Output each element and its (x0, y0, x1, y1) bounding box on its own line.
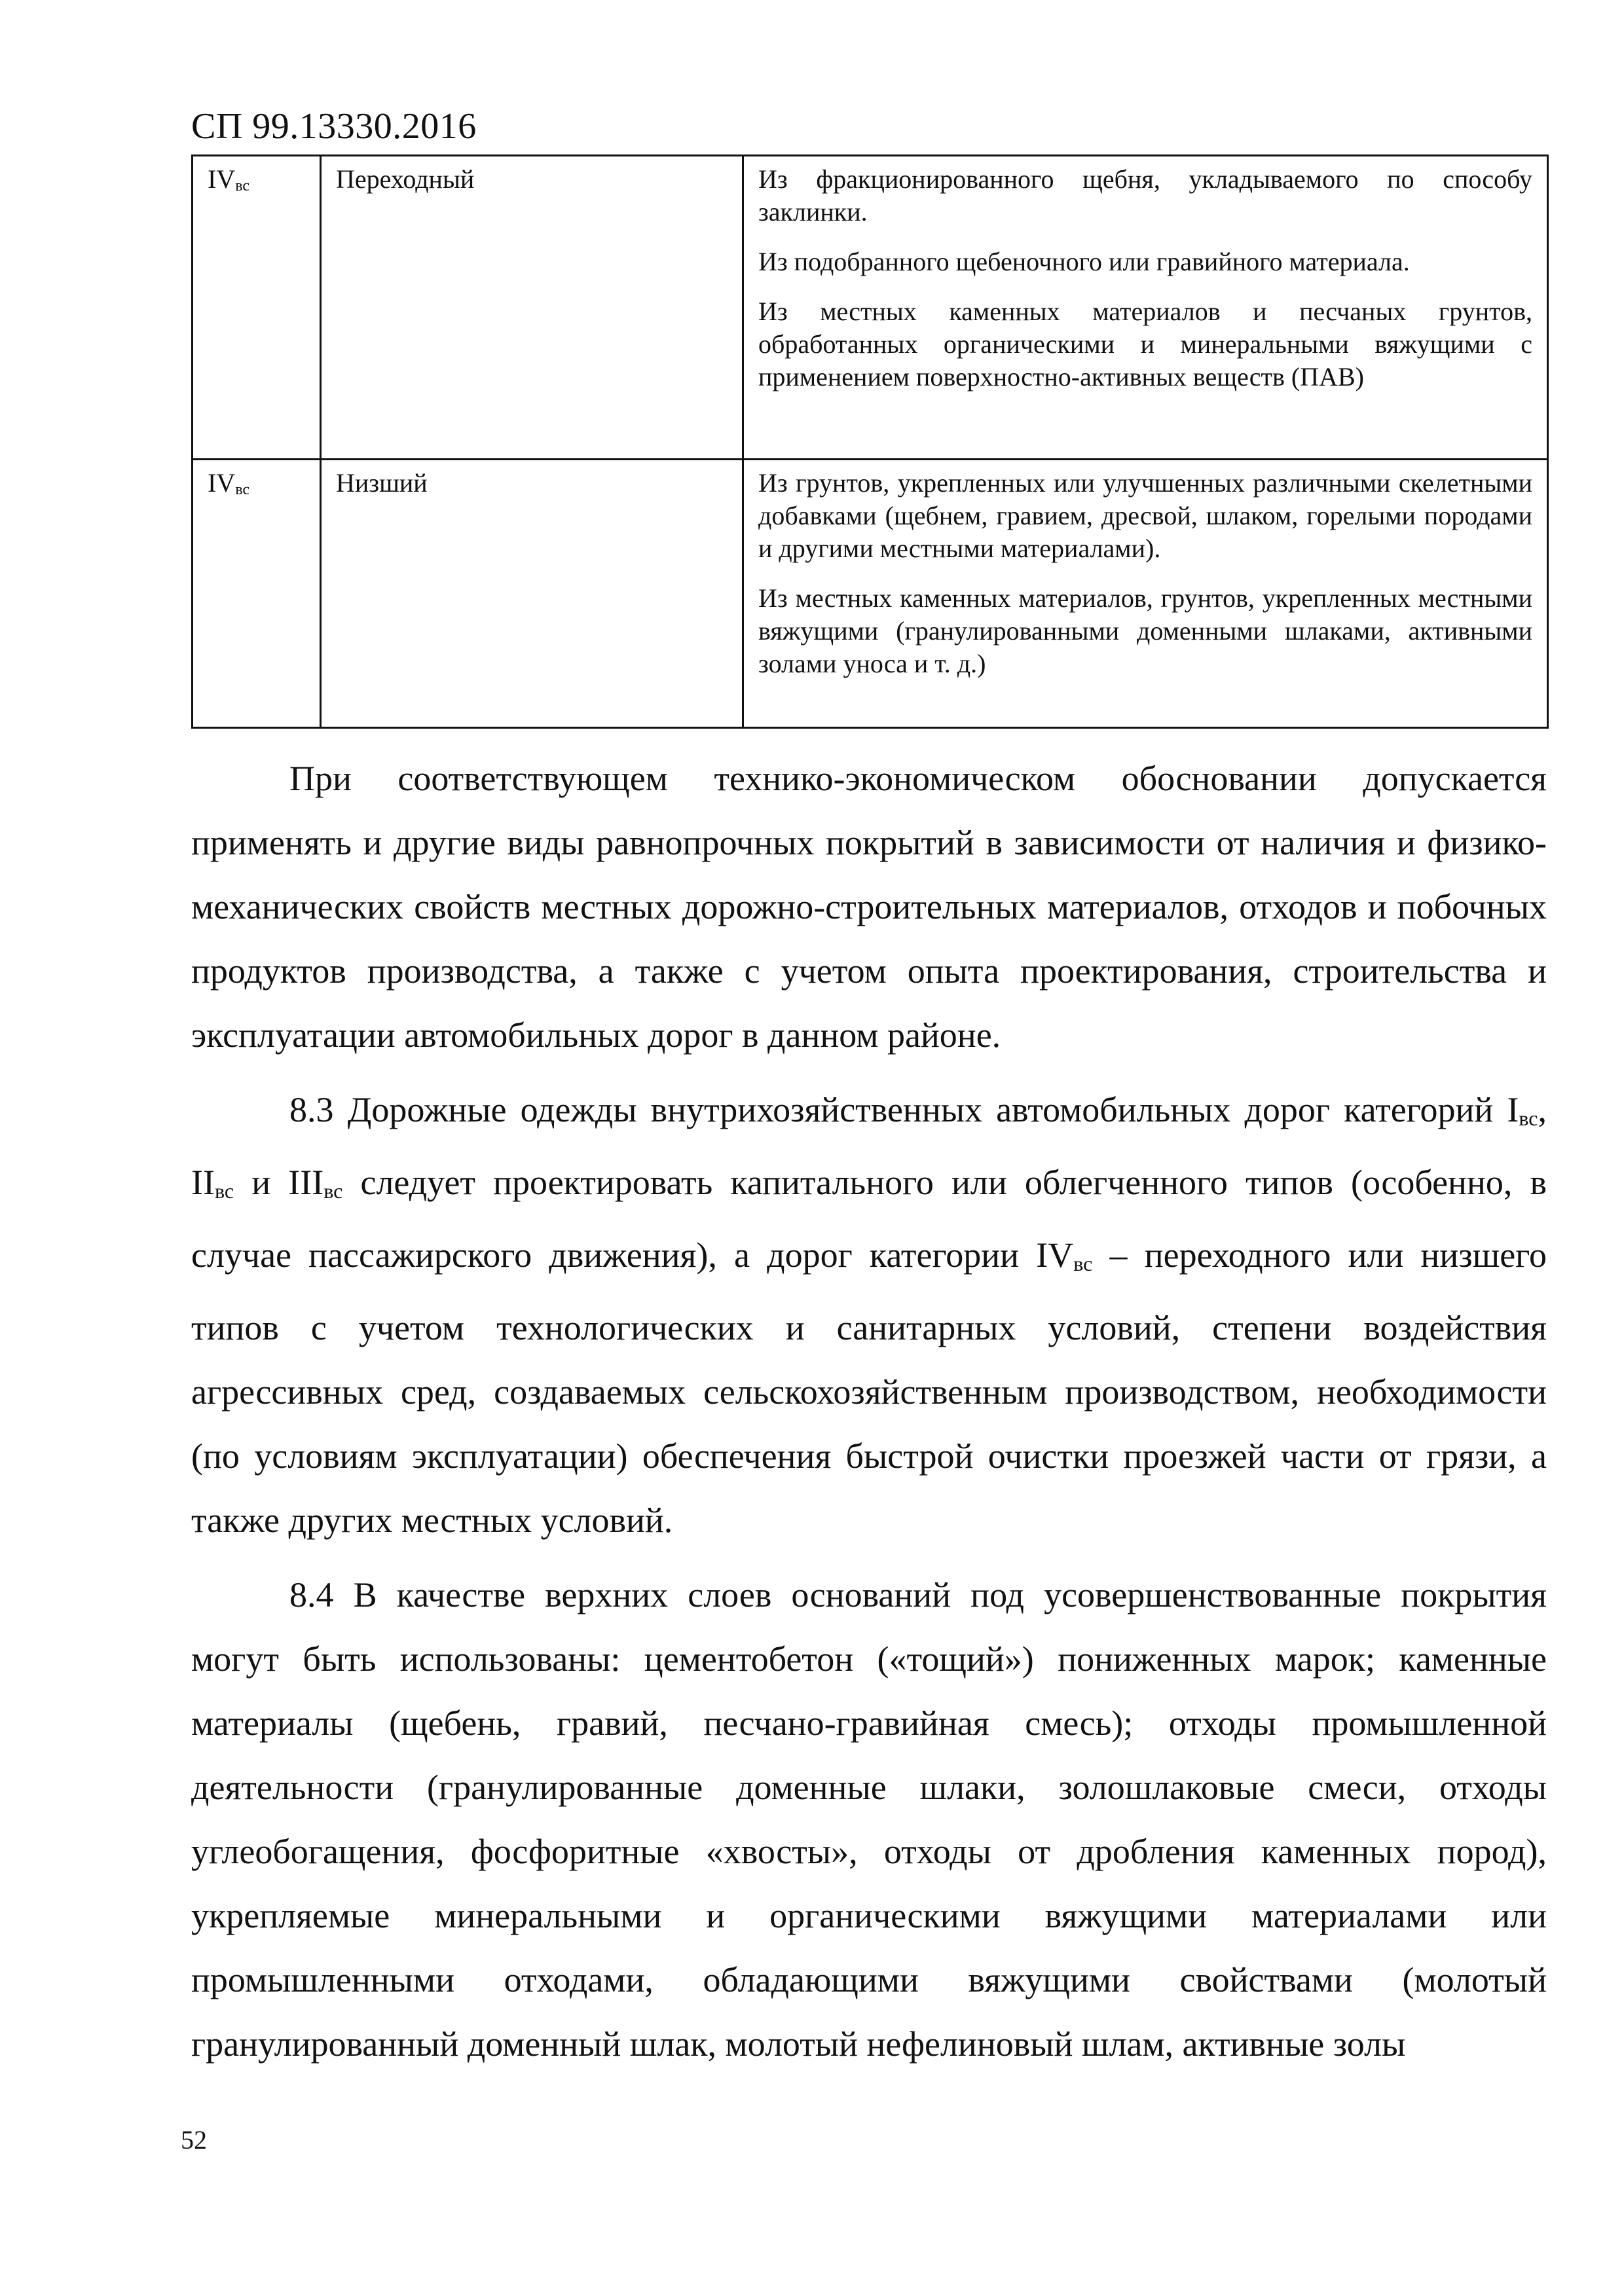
road-category: $IV_{вс}$ (208, 164, 250, 194)
paragraph-8-3: 8.3 Дорожные одежды внутрихозяйственных автомобильных дорог категорий $I_{вс}$, $II_{вс}$ и $III_{вс}$ следует проектировать капитального или облегченного типов (особенно, в случае пассажирского движения), а дорог категории $IV_{вс}$ – переходного или низшего типов с учетом технологических и санитарных условий, степени воздействия агрессивных сред, создаваемых сельскохозяйственным производством, необходимости (по условиям эксплуатации) обеспечения быстрой очистки проезжей части от грязи, а также других местных условий. (191, 1090, 1547, 1540)
material-item: Из местных каменных материалов и песчаных грунтов, обработанных органическими и минеральными вяжущими с применением поверхностно-активных веществ (ПАВ) (758, 297, 1532, 392)
road-category: $IV_{вс}$ (208, 468, 250, 498)
material-item: Из местных каменных материалов, грунтов, укрепленных местными вяжущими (гранулированными доменными шлаками, активными золами уноса и т. д.) (758, 583, 1532, 678)
road-category-cell (193, 156, 321, 460)
pavement-types-table (191, 155, 1549, 729)
material-item: Из грунтов, укрепленных или улучшенных различными скелетными добавками (щебнем, гравием, дресвой, шлаком, горелыми породами и другими местными материалами). (758, 468, 1532, 563)
document-code: СП 99.13330.2016 (191, 106, 477, 147)
paragraph-8-4: 8.4 В качестве верхних слоев оснований под усовершенствованные покрытия могут быть использованы: цементобетон («тощий») пониженных марок; каменные материалы (щебень, гравий, песчано-гравийная смесь); отходы промышленной деятельности (гранулированные доменные шлаки, золошлаковые смеси, отходы углеобогащения, фосфоритные «хвосты», отходы от дробления каменных пород), укрепляемые минеральными и органическими вяжущими материалами или промышленными отходами, обладающими вяжущими свойствами (молотый гранулированный доменный шлак, молотый нефелиновый шлам, активные золы (191, 1575, 1547, 2064)
paragraph-intro: При соответствующем технико-экономическом обосновании допускается применять и другие виды равнопрочных покрытий в зависимости от наличия и физико-механических свойств местных дорожно-строительных материалов, отходов и побочных продуктов производства, а также с учетом опыта проектирования, строительства и эксплуатации автомобильных дорог в данном районе. (191, 759, 1547, 1055)
table-row (193, 460, 1548, 728)
materials-cell (743, 156, 1548, 460)
road-category-cell (193, 460, 321, 728)
page-number: 52 (181, 2125, 207, 2155)
material-item: Из подобранного щебеночного или гравийного материала. (758, 247, 1410, 276)
body-text (191, 746, 1547, 2086)
material-item: Из фракционированного щебня, укладываемого по способу заклинки. (758, 164, 1532, 227)
materials-cell (743, 460, 1548, 728)
table-row (193, 156, 1548, 460)
pavement-type-cell: Низший (321, 460, 743, 728)
pavement-type-cell: Переходный (321, 156, 743, 460)
